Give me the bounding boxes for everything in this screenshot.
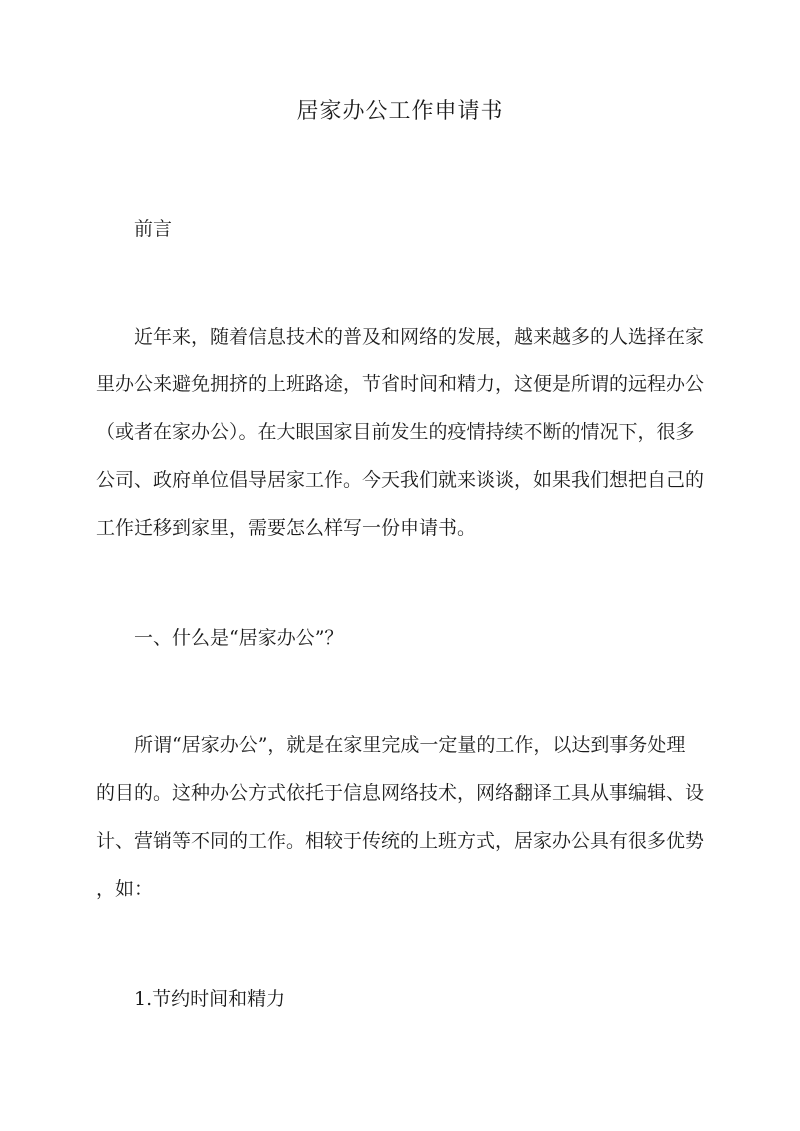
intro-line: （或者在家办公）。在大眼国家目前发生的疫情持续不断的情况下，很多: [96, 421, 695, 443]
section1-line: 所谓“居家办公”，就是在家里完成一定量的工作，以达到事务处理: [134, 734, 686, 756]
section1-line: 计、营销等不同的工作。相较于传统的上班方式，居家办公具有很多优势: [96, 830, 705, 852]
document-title: 居家办公工作申请书: [296, 99, 504, 124]
section1-line: 的目的。这种办公方式依托于信息网络技术，网络翻译工具从事编辑、设: [96, 782, 705, 804]
intro-line: 近年来，随着信息技术的普及和网络的发展，越来越多的人选择在家: [134, 326, 705, 348]
intro-line: 工作迁移到家里，需要怎么样写一份申请书。: [96, 517, 477, 539]
subsection-heading: 1.节约时间和精力: [134, 988, 286, 1010]
intro-line: 公司、政府单位倡导居家工作。今天我们就来谈谈，如果我们想把自己的: [96, 469, 705, 491]
intro-line: 里办公来避免拥挤的上班路途，节省时间和精力，这便是所谓的远程办公: [96, 373, 705, 395]
section-heading: 一、什么是“居家办公”？: [134, 627, 344, 649]
section1-line: ，如：: [96, 878, 154, 900]
preface-heading: 前言: [134, 218, 173, 240]
